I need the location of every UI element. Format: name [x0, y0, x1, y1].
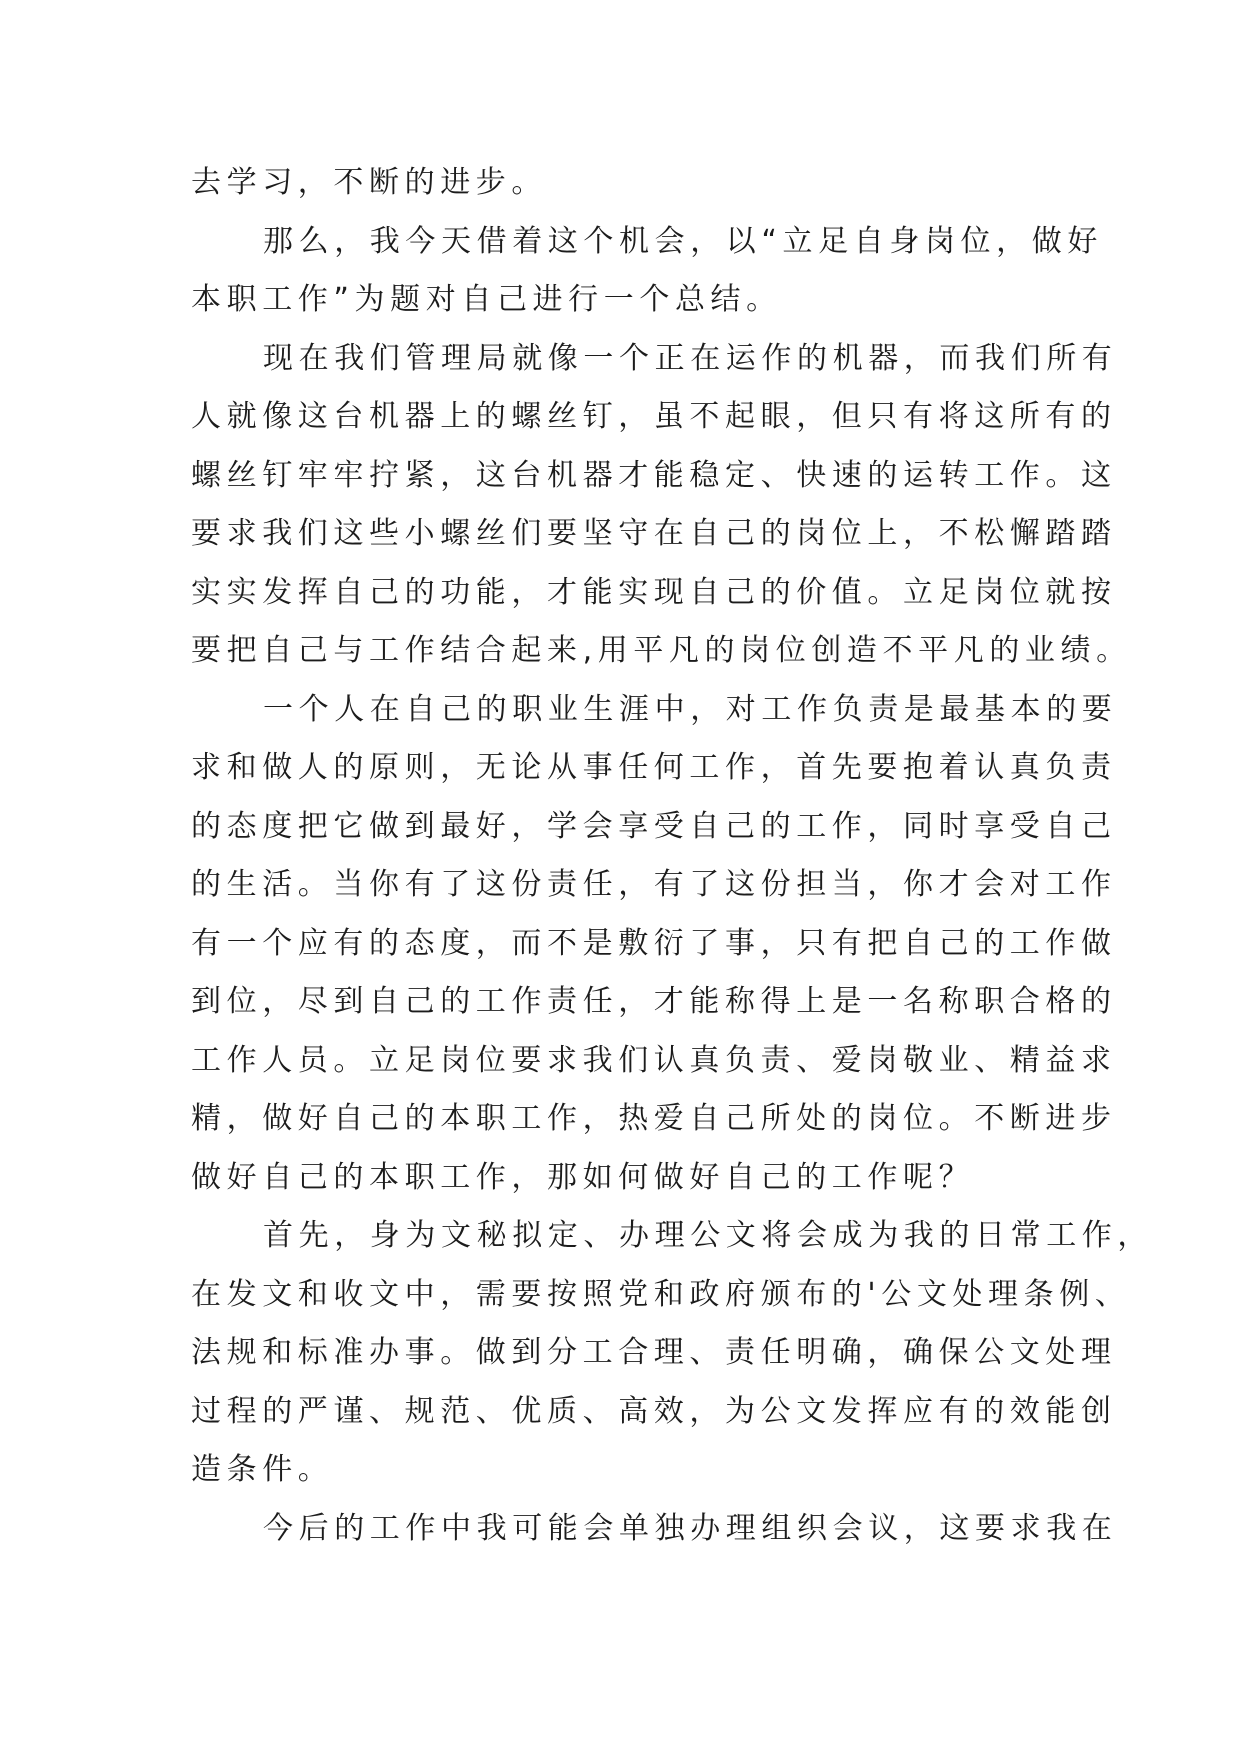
text-line: 的态度把它做到最好，学会享受自己的工作，同时享受自己	[191, 808, 1117, 844]
paragraph	[191, 330, 1132, 681]
text-line: 过程的严谨、规范、优质、高效，为公文发挥应有的效能创	[191, 1393, 1117, 1429]
text-line: 精，做好自己的本职工作，热爱自己所处的岗位。不断进步	[191, 1101, 1117, 1136]
text-line: 造条件。	[191, 1452, 334, 1487]
text-line: 法规和标准办事。做到分工合理、责任明确，确保公文处理	[191, 1335, 1117, 1370]
text-line: 本职工作”为题对自己进行一个总结。	[191, 282, 782, 317]
text-line: 要把自己与工作结合起来,用平凡的岗位创造不平凡的业绩。	[191, 633, 1132, 668]
text-line: 工作人员。立足岗位要求我们认真负责、爱岗敬业、精益求	[191, 1042, 1117, 1078]
paragraph	[191, 1207, 1153, 1500]
text-line: 去学习，不断的进步。	[191, 165, 547, 200]
body-text	[191, 154, 1153, 1558]
text-line: 到位，尽到自己的工作责任，才能称得上是一名称职合格的	[191, 984, 1117, 1019]
text-line: 人就像这台机器上的螺丝钉，虽不起眼，但只有将这所有的	[191, 399, 1117, 434]
text-line: 求和做人的原则，无论从事任何工作，首先要抱着认真负责	[191, 750, 1117, 785]
paragraph	[191, 213, 1103, 330]
text-line: 今后的工作中我可能会单独办理组织会议，这要求我在	[263, 1510, 1118, 1546]
paragraph	[191, 1500, 1118, 1559]
text-line: 在发文和收文中，需要按照党和政府颁布的'公文处理条例、	[191, 1276, 1131, 1312]
text-line: 首先，身为文秘拟定、办理公文将会成为我的日常工作，	[263, 1218, 1153, 1253]
paragraph	[191, 154, 1053, 213]
text-line: 那么，我今天借着这个机会，以“立足自身岗位，做好	[263, 223, 1103, 259]
text-line: 一个人在自己的职业生涯中，对工作负责是最基本的要	[263, 691, 1118, 727]
text-line: 要求我们这些小螺丝们要坚守在自己的岗位上，不松懈踏踏	[191, 516, 1117, 551]
text-line: 螺丝钉牢牢拧紧，这台机器才能稳定、快速的运转工作。这	[191, 457, 1117, 493]
text-line: 实实发挥自己的功能，才能实现自己的价值。立足岗位就按	[191, 574, 1117, 610]
text-line: 现在我们管理局就像一个正在运作的机器，而我们所有	[263, 340, 1118, 376]
text-line: 的生活。当你有了这份责任，有了这份担当，你才会对工作	[191, 867, 1117, 902]
text-line: 做好自己的本职工作，那如何做好自己的工作呢？	[191, 1159, 975, 1195]
text-line: 有一个应有的态度，而不是敷衍了事，只有把自己的工作做	[191, 925, 1117, 961]
paragraph	[191, 681, 1118, 1208]
